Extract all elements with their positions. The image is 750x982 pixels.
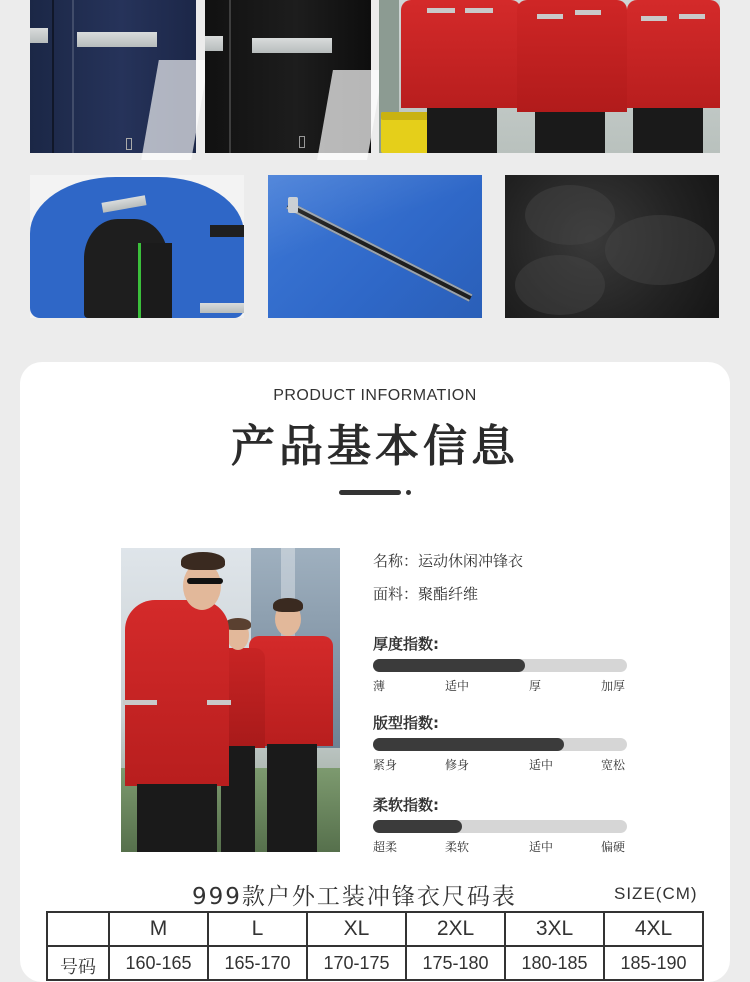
tick-label: 柔软 xyxy=(445,840,470,854)
table-header-row xyxy=(47,912,703,946)
fit-index-ticks xyxy=(373,756,643,772)
thickness-index-label: 厚度指数: xyxy=(373,635,439,653)
softness-index-fill xyxy=(373,820,462,833)
tick-label: 修身 xyxy=(445,758,470,772)
fit-index-fill xyxy=(373,738,564,751)
size-chart-unit: SIZE(CM) xyxy=(614,884,698,903)
fabric-spec xyxy=(373,583,478,604)
thickness-index-ticks xyxy=(373,677,643,693)
name-spec xyxy=(373,550,523,571)
black-jacket-photo xyxy=(205,0,371,153)
table-header-cell: XL xyxy=(307,912,406,946)
table-row xyxy=(47,946,703,980)
table-header-cell: 3XL xyxy=(505,912,604,946)
table-cell: 175-180 xyxy=(406,946,505,980)
table-cell: 180-185 xyxy=(505,946,604,980)
tick-label: 适中 xyxy=(529,758,554,772)
tick-label: 加厚 xyxy=(601,679,626,693)
blue-zipper-pocket-photo xyxy=(268,175,482,318)
table-header-cell: M xyxy=(109,912,208,946)
section-subtitle: PRODUCT INFORMATION xyxy=(273,387,477,404)
tick-label: 薄 xyxy=(373,679,386,693)
table-cell: 号码 xyxy=(47,946,109,980)
tick-label: 厚 xyxy=(529,679,542,693)
tick-label: 宽松 xyxy=(601,758,626,772)
table-header-cell: 4XL xyxy=(604,912,703,946)
name-value: 运动休闲冲锋衣 xyxy=(418,552,524,570)
table-cell: 170-175 xyxy=(307,946,406,980)
size-chart-title: 999款户外工装冲锋衣尺码表 xyxy=(192,884,517,910)
section-title: 产品基本信息 xyxy=(231,421,519,472)
softness-index-ticks xyxy=(373,838,643,854)
name-label: 名称： xyxy=(373,552,419,570)
table-cell: 160-165 xyxy=(109,946,208,980)
tick-label: 适中 xyxy=(529,840,554,854)
red-jackets-group-photo xyxy=(379,0,720,153)
fleece-lining-photo xyxy=(505,175,719,318)
blue-hood-photo xyxy=(30,175,244,318)
tick-label: 紧身 xyxy=(373,758,398,772)
table-header-cell xyxy=(47,912,109,946)
model-photo xyxy=(121,548,340,852)
thickness-index-fill xyxy=(373,659,525,672)
size-chart-table xyxy=(46,911,704,981)
tick-label: 超柔 xyxy=(373,840,398,854)
fabric-label: 面料： xyxy=(373,585,419,603)
tick-label: 偏硬 xyxy=(601,840,626,854)
fabric-value: 聚酯纤维 xyxy=(418,585,479,603)
table-header-cell: L xyxy=(208,912,307,946)
thickness-index-bar xyxy=(373,659,627,672)
tick-label: 适中 xyxy=(445,679,470,693)
table-header-cell: 2XL xyxy=(406,912,505,946)
title-divider xyxy=(339,490,401,495)
title-divider-dot xyxy=(406,490,411,495)
navy-jacket-photo xyxy=(30,0,196,153)
softness-index-bar xyxy=(373,820,627,833)
table-cell: 185-190 xyxy=(604,946,703,980)
softness-index-label: 柔软指数: xyxy=(373,796,439,814)
fit-index-label: 版型指数: xyxy=(373,714,439,732)
table-cell: 165-170 xyxy=(208,946,307,980)
fit-index-bar xyxy=(373,738,627,751)
